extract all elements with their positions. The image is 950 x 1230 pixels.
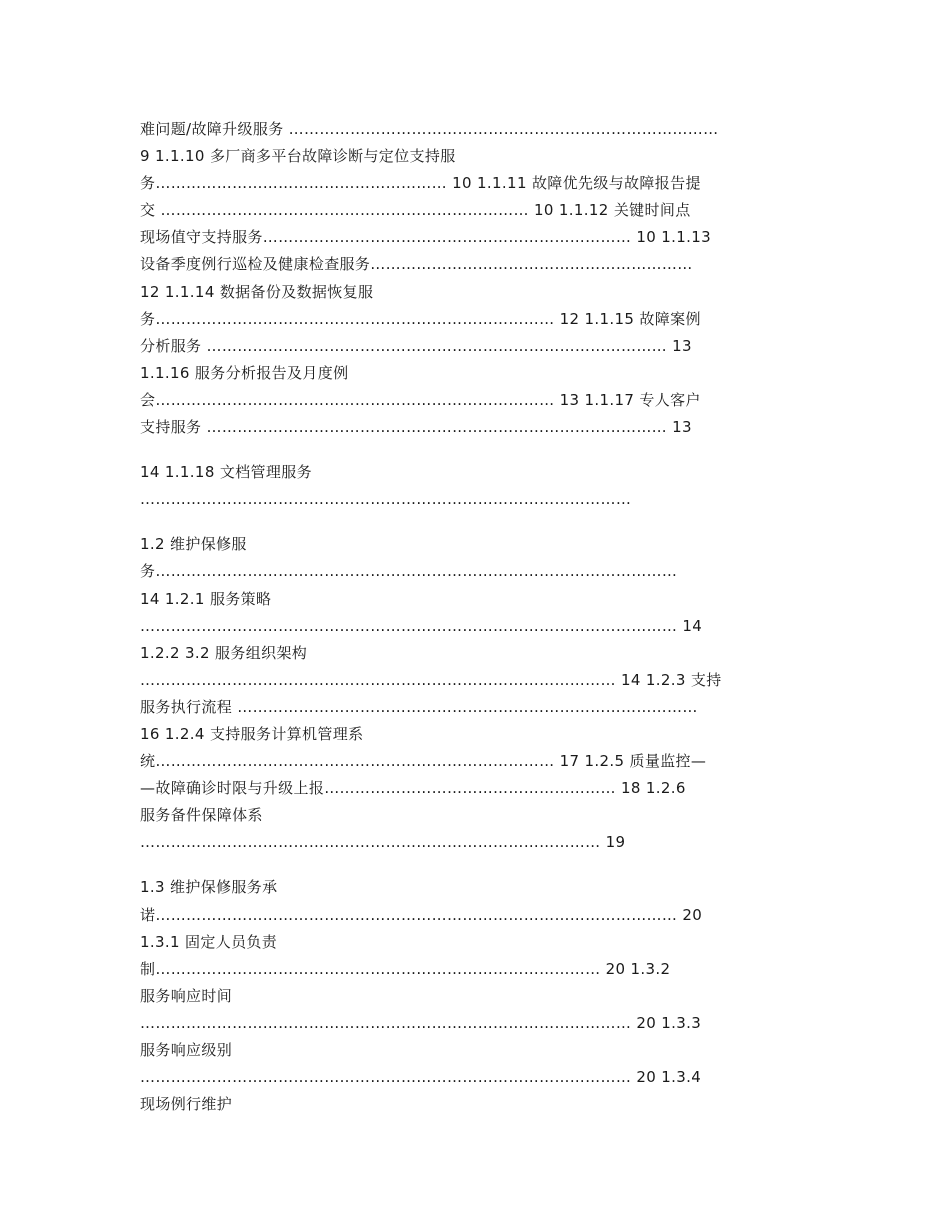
- toc-line: 14 1.2.1 服务策略: [140, 589, 272, 608]
- toc-line: 16 1.2.4 支持服务计算机管理系: [140, 724, 364, 743]
- toc-line: 制…………………………………………………………………………… 20 1.3.2: [140, 959, 671, 978]
- toc-line: 分析服务 ……………………………………………………………………………… 13: [140, 336, 692, 355]
- toc-line: 设备季度例行巡检及健康检查服务………………………………………………………: [140, 255, 693, 274]
- toc-line: …………………………………………………………………………………………… 14: [140, 616, 703, 635]
- toc-line: 会…………………………………………………………………… 13 1.1.17 专人客户: [140, 390, 701, 409]
- toc-line: 现场值守支持服务……………………………………………………………… 10 1.1.13: [140, 228, 712, 247]
- toc-line: 务…………………………………………………………………… 12 1.1.15 故障案例: [140, 309, 701, 328]
- toc-line: 14 1.1.18 文档管理服务: [140, 463, 312, 482]
- toc-line: 服务执行流程 ………………………………………………………………………………: [140, 697, 698, 716]
- toc-line: 9 1.1.10 多厂商多平台故障诊断与定位支持服: [140, 147, 456, 166]
- toc-line: 1.3 维护保修服务承: [140, 878, 278, 897]
- toc-line: 1.3.1 固定人员负责: [140, 932, 278, 951]
- toc-line: 支持服务 ……………………………………………………………………………… 13: [140, 418, 692, 437]
- toc-line: 难问题/故障升级服务 …………………………………………………………………………: [140, 120, 719, 138]
- spacer: [140, 513, 820, 531]
- toc-line: 服务响应时间: [140, 986, 233, 1005]
- toc-line: 务………………………………………………… 10 1.1.11 故障优先级与故障报告提: [140, 174, 701, 193]
- toc-line: 现场例行维护: [140, 1095, 233, 1114]
- toc-line: 统…………………………………………………………………… 17 1.2.5 质量监控—: [140, 752, 707, 771]
- toc-line: 服务响应级别: [140, 1041, 233, 1059]
- toc-line: …………………………………………………………………………………… 20 1.3.4: [140, 1068, 702, 1087]
- toc-line: —故障确诊时限与升级上报………………………………………………… 18 1.2.6: [140, 779, 686, 798]
- toc-line: 1.2.2 3.2 服务组织架构: [140, 643, 308, 662]
- toc-line: 服务备件保障体系: [140, 806, 263, 825]
- toc-line: 诺………………………………………………………………………………………… 20: [140, 905, 703, 924]
- toc-line: ……………………………………………………………………………………: [140, 490, 632, 509]
- spacer: [140, 441, 820, 459]
- toc-line: ………………………………………………………………………………… 14 1.2.3 支持: [140, 670, 722, 689]
- toc-line: ……………………………………………………………………………… 19: [140, 833, 626, 852]
- toc-line: 1.1.16 服务分析报告及月度例: [140, 363, 349, 382]
- spacer: [140, 856, 820, 874]
- toc-line: 务…………………………………………………………………………………………: [140, 562, 678, 581]
- toc-page: [140, 116, 820, 1118]
- toc-line: 12 1.1.14 数据备份及数据恢复服: [140, 282, 374, 301]
- toc-line: 1.2 维护保修服: [140, 535, 247, 554]
- toc-line: 交 ……………………………………………………………… 10 1.1.12 关键时间点: [140, 201, 691, 220]
- toc-line: …………………………………………………………………………………… 20 1.3.3: [140, 1013, 702, 1032]
